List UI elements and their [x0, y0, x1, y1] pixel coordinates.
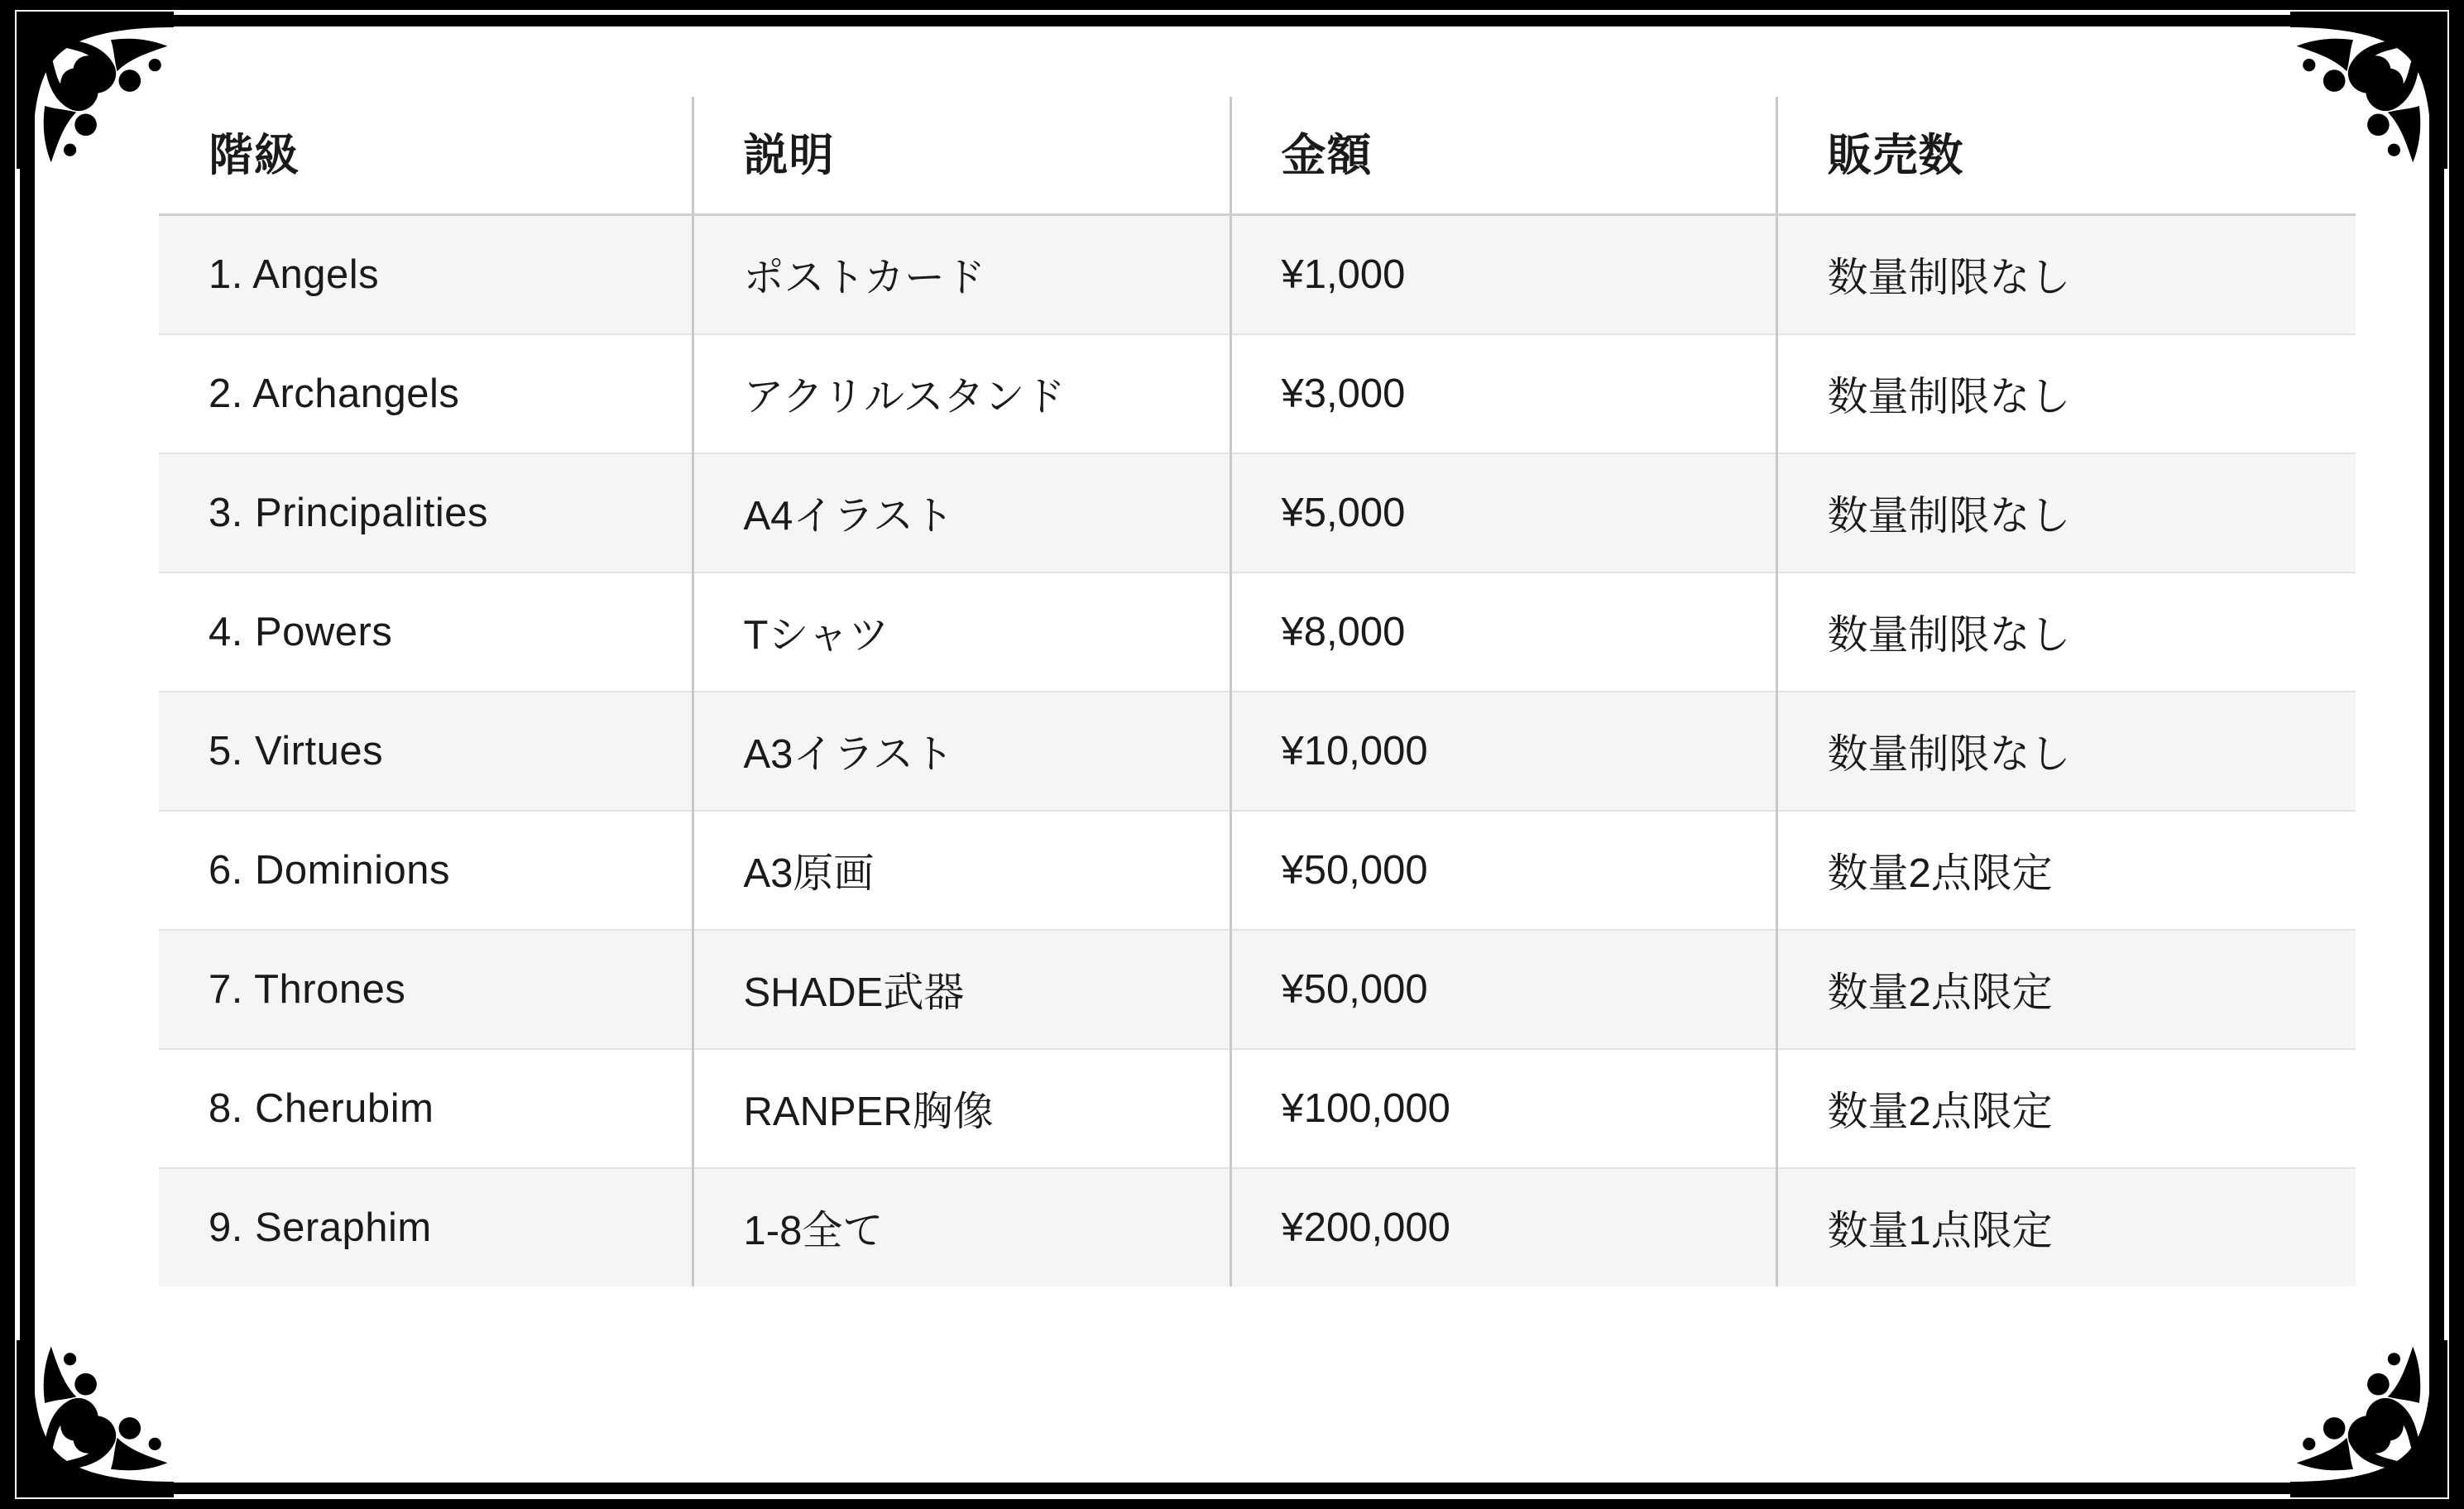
cell-price: ¥100,000 — [1230, 1049, 1776, 1168]
column-header-rank: 階級 — [159, 97, 693, 215]
cell-quantity: 数量制限なし — [1776, 215, 2356, 335]
cell-rank: 4. Powers — [159, 572, 693, 692]
column-header-description: 説明 — [693, 97, 1230, 215]
cell-description: アクリルスタンド — [693, 334, 1230, 453]
cell-price: ¥8,000 — [1230, 572, 1776, 692]
table-header — [159, 97, 2356, 215]
cell-price: ¥50,000 — [1230, 811, 1776, 930]
cell-price: ¥3,000 — [1230, 334, 1776, 453]
cell-quantity: 数量制限なし — [1776, 453, 2356, 572]
cell-price: ¥50,000 — [1230, 930, 1776, 1049]
cell-quantity: 数量制限なし — [1776, 334, 2356, 453]
table-row — [159, 692, 2356, 811]
table-row — [159, 930, 2356, 1049]
price-table — [159, 97, 2356, 1286]
cell-description: A4イラスト — [693, 453, 1230, 572]
table-row — [159, 215, 2356, 335]
cell-description: A3原画 — [693, 811, 1230, 930]
cell-description: ポストカード — [693, 215, 1230, 335]
content-panel — [35, 26, 2429, 1483]
cell-description: A3イラスト — [693, 692, 1230, 811]
cell-rank: 2. Archangels — [159, 334, 693, 453]
cell-rank: 8. Cherubim — [159, 1049, 693, 1168]
cell-description: RANPER胸像 — [693, 1049, 1230, 1168]
cell-rank: 9. Seraphim — [159, 1168, 693, 1286]
cell-quantity: 数量制限なし — [1776, 692, 2356, 811]
table-row — [159, 811, 2356, 930]
column-header-quantity: 販売数 — [1776, 97, 2356, 215]
cell-quantity: 数量2点限定 — [1776, 930, 2356, 1049]
table-row — [159, 572, 2356, 692]
cell-quantity: 数量2点限定 — [1776, 1049, 2356, 1168]
table-row — [159, 1049, 2356, 1168]
cell-rank: 7. Thrones — [159, 930, 693, 1049]
column-header-price: 金額 — [1230, 97, 1776, 215]
cell-description: Tシャツ — [693, 572, 1230, 692]
cell-price: ¥5,000 — [1230, 453, 1776, 572]
price-table-container — [159, 97, 2356, 1286]
cell-rank: 6. Dominions — [159, 811, 693, 930]
cell-price: ¥200,000 — [1230, 1168, 1776, 1286]
cell-quantity: 数量制限なし — [1776, 572, 2356, 692]
cell-description: SHADE武器 — [693, 930, 1230, 1049]
table-header-row — [159, 97, 2356, 215]
table-body — [159, 215, 2356, 1287]
cell-price: ¥10,000 — [1230, 692, 1776, 811]
cell-description: 1-8全て — [693, 1168, 1230, 1286]
table-row — [159, 1168, 2356, 1286]
cell-quantity: 数量1点限定 — [1776, 1168, 2356, 1286]
cell-rank: 5. Virtues — [159, 692, 693, 811]
cell-rank: 3. Principalities — [159, 453, 693, 572]
cell-price: ¥1,000 — [1230, 215, 1776, 335]
cell-quantity: 数量2点限定 — [1776, 811, 2356, 930]
table-row — [159, 453, 2356, 572]
cell-rank: 1. Angels — [159, 215, 693, 335]
table-row — [159, 334, 2356, 453]
